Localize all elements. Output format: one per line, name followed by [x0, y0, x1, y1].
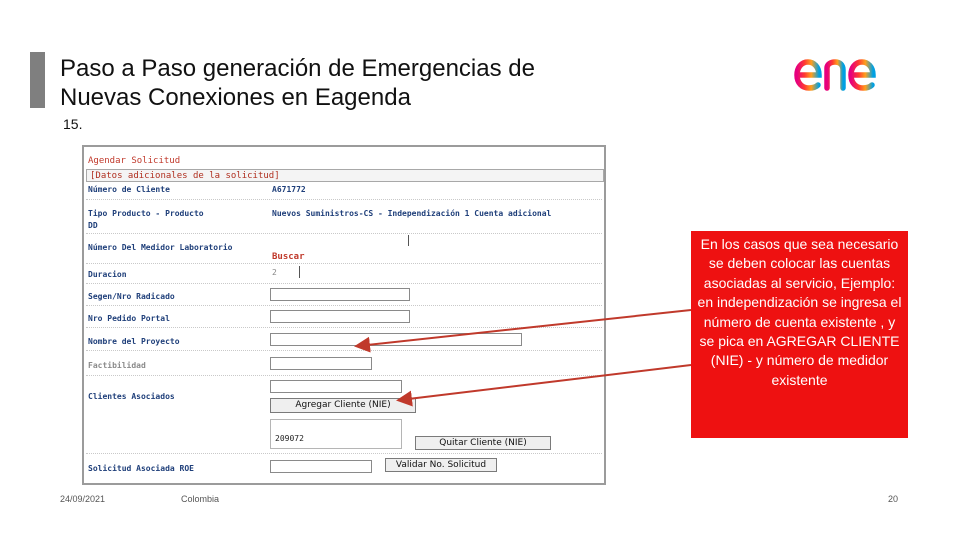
- factibilidad-input[interactable]: [270, 357, 372, 370]
- add-client-button[interactable]: Agregar Cliente (NIE): [270, 398, 416, 413]
- enel-logo: [793, 48, 903, 96]
- callout-note: En los casos que sea necesario se deben colocar las cuentas asociadas al servicio, Ejemplo: en independización se ingresa el número de cuenta existente , y se pica en AGREGAR CLIENTE (NIE) - y número de medidor existente: [691, 231, 908, 438]
- slide-title-line1: Paso a Paso generación de Emergencias de: [60, 55, 535, 82]
- label-factibilidad: Factibilidad: [88, 361, 146, 370]
- associated-clients-list[interactable]: [270, 419, 402, 449]
- row-divider: [86, 327, 602, 328]
- row-divider: [86, 350, 602, 351]
- footer-country: Colombia: [181, 494, 220, 504]
- row-divider: [86, 305, 602, 306]
- validate-request-button[interactable]: Validar No. Solicitud: [385, 458, 497, 472]
- label-associated-clients: Clientes Asociados: [88, 392, 175, 401]
- duration-caret: [299, 266, 300, 278]
- label-radicado: Segen/Nro Radicado: [88, 292, 175, 301]
- label-roe-request: Solicitud Asociada ROE: [88, 464, 194, 473]
- duration-input[interactable]: 2: [272, 268, 277, 277]
- title-accent-bar: [30, 52, 45, 108]
- associated-client-input[interactable]: [270, 380, 402, 393]
- form-title: Agendar Solicitud: [88, 156, 181, 166]
- label-client-number: Número de Cliente: [88, 185, 170, 194]
- roe-request-input[interactable]: [270, 460, 372, 473]
- footer-date: 24/09/2021: [60, 494, 106, 504]
- eagenda-screenshot: [82, 145, 606, 485]
- value-client-number: A671772: [272, 185, 306, 194]
- label-project-name: Nombre del Proyecto: [88, 337, 180, 346]
- label-duration: Duracion: [88, 270, 127, 279]
- buscar-link[interactable]: Buscar: [272, 252, 305, 262]
- meter-input-caret: [408, 235, 409, 246]
- associated-client-item[interactable]: 209072: [275, 434, 304, 443]
- label-product-type: Tipo Producto - Producto: [88, 209, 204, 218]
- label-product-type-2: DD: [88, 221, 98, 230]
- step-number: 15.: [63, 116, 83, 132]
- row-divider: [86, 283, 602, 284]
- remove-client-button[interactable]: Quitar Cliente (NIE): [415, 436, 551, 450]
- row-divider: [86, 375, 602, 376]
- order-portal-input[interactable]: [270, 310, 410, 323]
- page-number: 20: [888, 494, 899, 504]
- form-section-header: [Datos adicionales de la solicitud]: [86, 169, 604, 182]
- label-order-portal: Nro Pedido Portal: [88, 314, 170, 323]
- slide-title: [60, 54, 535, 112]
- row-divider: [86, 199, 602, 200]
- value-product-type: Nuevos Suministros-CS - Independización 1 Cuenta adicional: [272, 209, 552, 218]
- row-divider: [86, 263, 602, 264]
- radicado-input[interactable]: [270, 288, 410, 301]
- project-name-input[interactable]: [270, 333, 522, 346]
- slide-title-line2: Nuevas Conexiones en Eagenda: [60, 84, 411, 111]
- row-divider: [86, 453, 602, 454]
- row-divider: [86, 233, 602, 234]
- label-meter-number: Número Del Medidor Laboratorio: [88, 243, 233, 252]
